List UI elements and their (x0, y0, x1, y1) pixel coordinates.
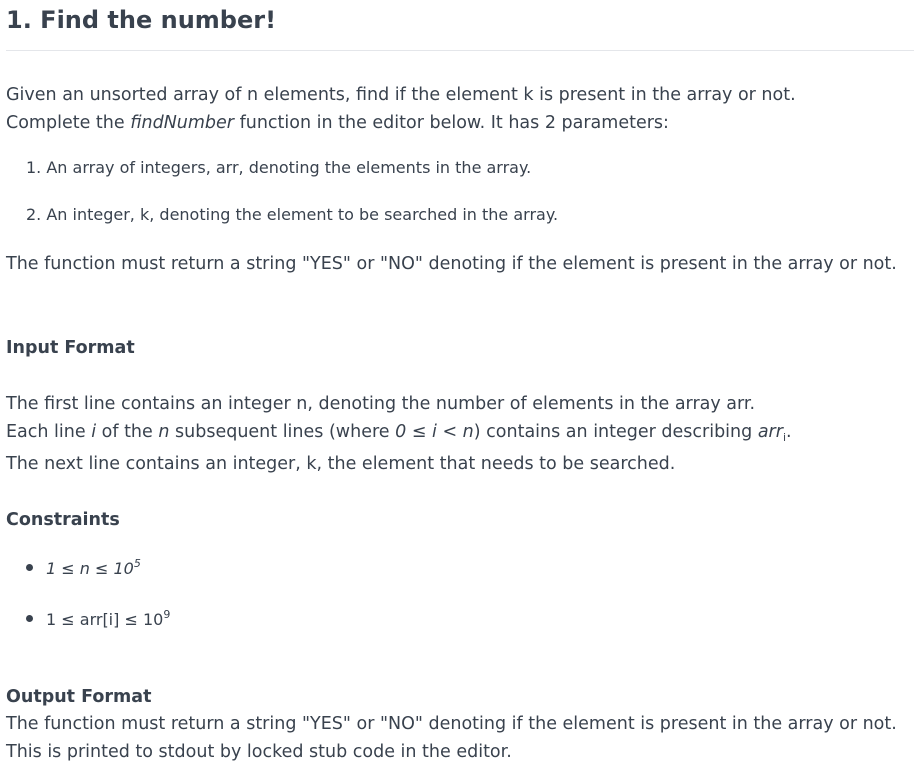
constraint-1-base: 1 ≤ n ≤ 10 (46, 559, 134, 578)
constraint-2-exponent: 9 (163, 608, 171, 621)
constraint-2-base: 1 ≤ arr[i] ≤ 10 (46, 610, 164, 629)
input-line-2-a: Each line (6, 422, 92, 442)
constraint-item-2 (26, 608, 170, 632)
function-name: findNumber (130, 113, 234, 133)
input-format-heading: Input Format (6, 338, 135, 358)
var-n: n (158, 422, 170, 442)
bullet-icon (26, 615, 33, 622)
constraint-1-text (46, 559, 141, 578)
var-arr: arr (757, 422, 783, 442)
param-item-1: 1. An array of integers, arr, denoting the elements in the array. (26, 158, 532, 177)
bullet-icon (26, 564, 33, 571)
constraint-1-exponent: 5 (133, 557, 141, 570)
title-divider (6, 50, 914, 51)
input-format-line-1: The first line contains an integer n, denoting the number of elements in the array arr. (6, 394, 756, 414)
index-range: 0 ≤ i < n (395, 422, 474, 442)
output-format-heading: Output Format (6, 687, 152, 707)
var-i: i (91, 422, 97, 442)
input-line-2-d: ) contains an integer describing (473, 422, 758, 442)
input-line-2-b: of the (96, 422, 159, 442)
var-arr-subscript: i (782, 431, 786, 444)
input-format-line-3: The next line contains an integer, k, the element that needs to be searched. (6, 454, 676, 474)
input-line-2-c: subsequent lines (where (169, 422, 396, 442)
intro-line-2-post: function in the editor below. It has 2 parameters: (234, 113, 669, 133)
constraints-heading: Constraints (6, 510, 120, 530)
input-line-2-e: . (786, 422, 792, 442)
input-format-line-2 (6, 418, 792, 446)
output-format-text: The function must return a string "YES" or "NO" denoting if the element is present in the array or not. This is printed to stdout by locked stub code in the editor. (6, 714, 897, 762)
intro-line-2-pre: Complete the (6, 113, 131, 133)
constraint-item-1 (26, 557, 141, 581)
intro-line-2 (6, 109, 669, 137)
intro-line-1: Given an unsorted array of n elements, find if the element k is present in the array or not. (6, 85, 796, 105)
param-item-2: 2. An integer, k, denoting the element to be searched in the array. (26, 205, 559, 224)
problem-title: 1. Find the number! (6, 6, 277, 34)
return-description: The function must return a string "YES" or "NO" denoting if the element is present in the array or not. (6, 254, 897, 274)
